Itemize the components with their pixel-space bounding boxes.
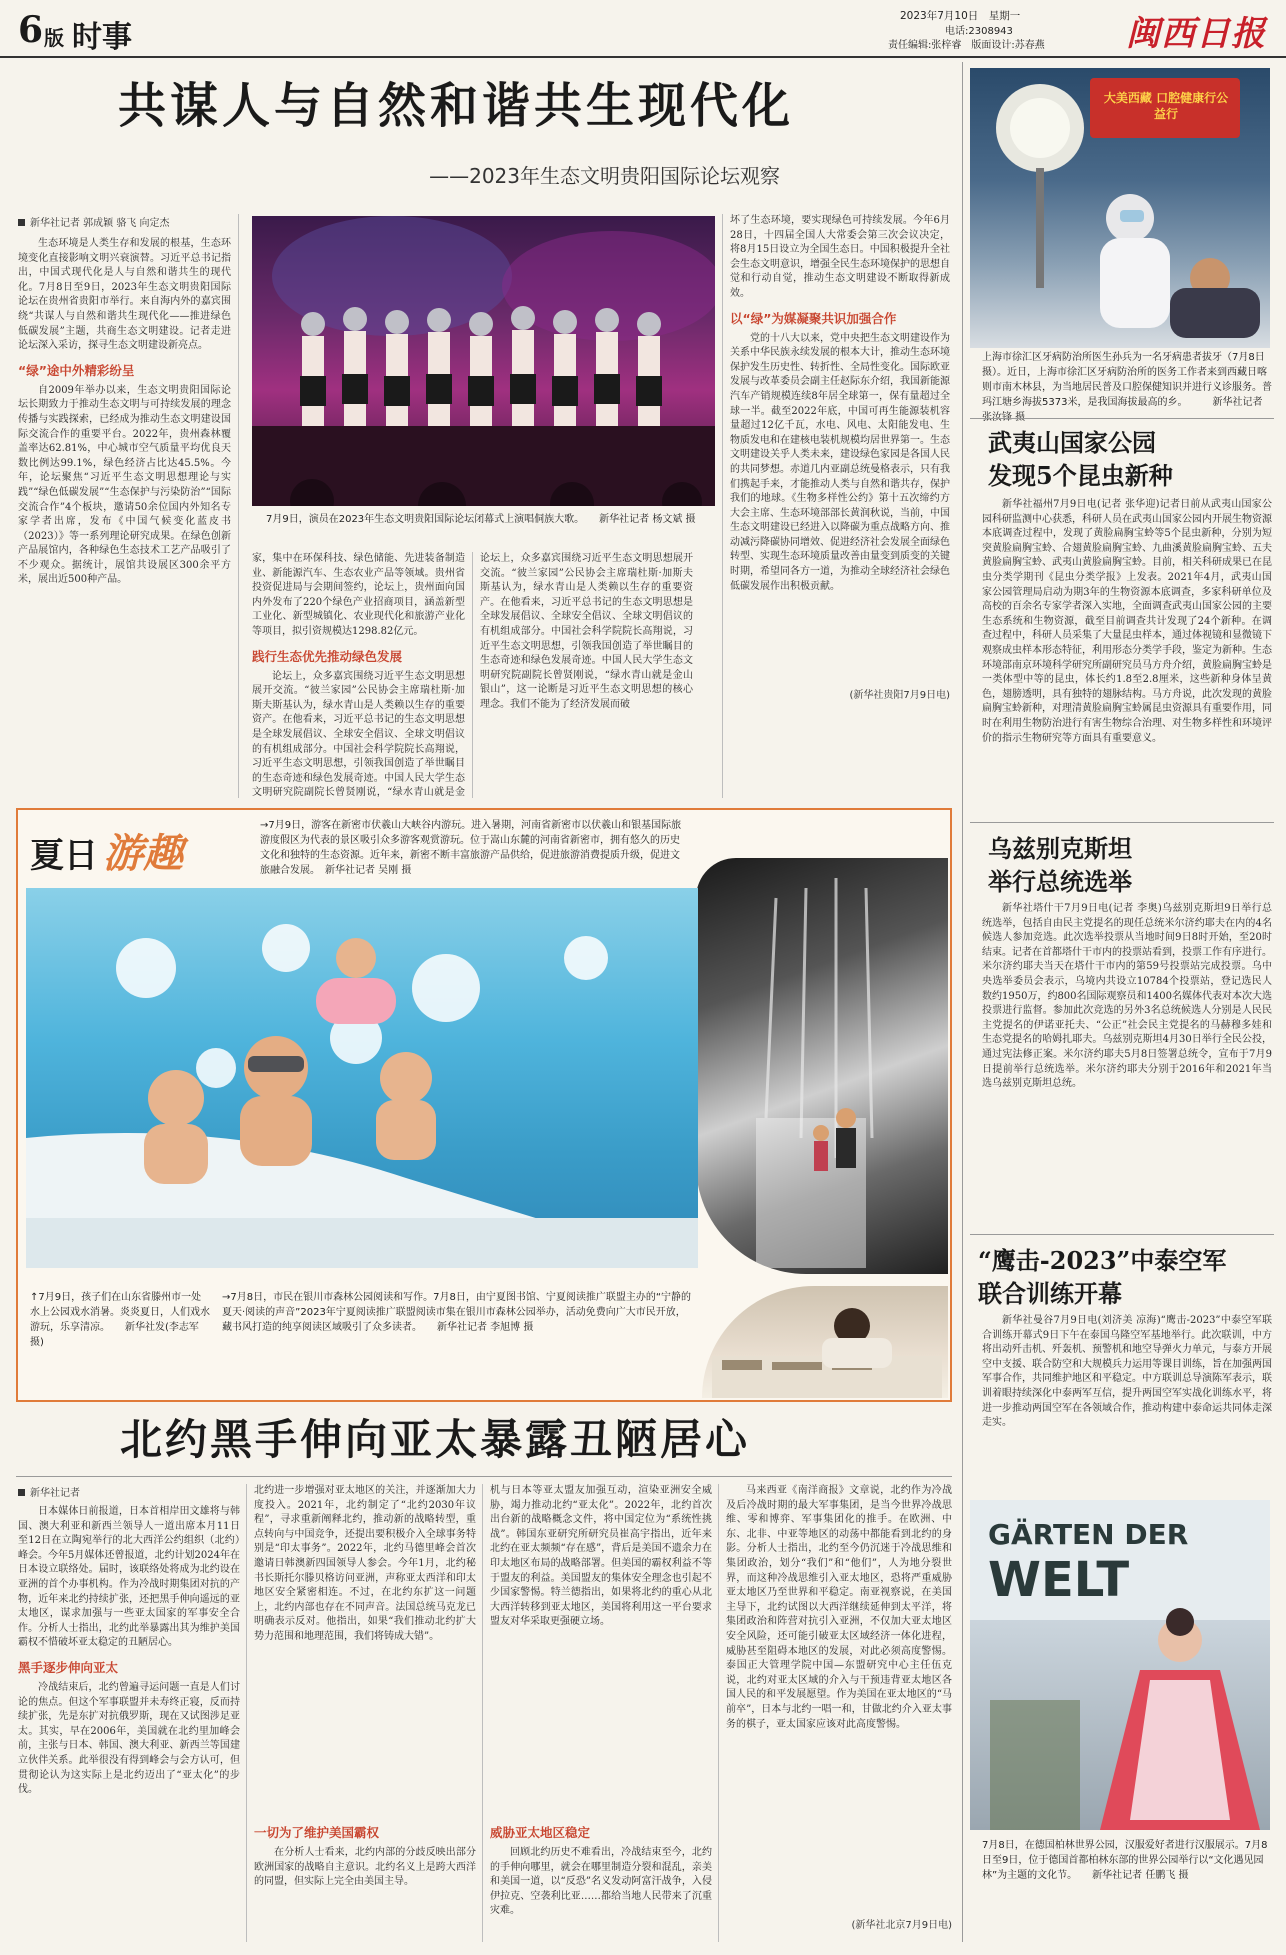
issue-date: 2023年7月10日 星期一 bbox=[900, 10, 1021, 22]
story1-body: 新华社福州7月9日电(记者 张华迎)记者日前从武夷山国家公园科研监测中心获悉，科研人员在武夷山国家公园内开展生物资源本底调查过程中，发现了黄脸扁胸宝蛉等5个昆虫新种，分别为短突黄脸扁胸宝蛉、合翅黄脸扁胸宝蛉、九曲溪黄脸扁胸宝蛉、五夫黄脸扁胸宝蛉、武夷山黄脸扁胸宝蛉。目前，相关科研成果已在昆虫分类学期刊《昆虫分类学报》上发表。2021年4月，武夷山国家公园管理局启动为期3年的生物资源本底调查，多家科研单位及高校的百余名专家学者深入实地，全面调查武夷山国家公园的主要生态系统和生物资源，截至目前调查共计发现了24个新种。在调查过程中，科研人员采集了大量昆虫样本，通过体视镜和显微镜下观察成虫样本形态特征，利用形态分类学手段，鉴定为新种。生态环境部南京环境科学研究所副研究员马方舟介绍，黄脸扁胸宝蛉是一类体型中等的昆虫，体长约1.8至2.8厘米，这些新种身体呈黄色，翅膀透明，具有独特的翅脉结构。马方舟说，此次发现的黄脸扁胸宝蛉新种，对理清黄脸扁胸宝蛉属昆虫资源具有重要作用，同时在利用生物防治进行有害生物综合治理、对生物多样性和环境评价的指示生物研究等方面具有重要意义。 bbox=[982, 499, 1272, 744]
summer-title-a: 夏日 bbox=[30, 836, 98, 876]
lead-headline: 共谋人与自然和谐共生现代化 bbox=[118, 78, 795, 134]
water-park-illustration bbox=[26, 888, 698, 1268]
stage-illustration bbox=[252, 216, 715, 506]
column-divider bbox=[482, 1484, 483, 1942]
lead-intro-text: 生态环境是人类生存和发展的根基，生态环境变化直接影响文明兴衰演替。习近平总书记指出，中国式现代化是人与自然和谐共生的现代化。7月8日至9日，2023年生态文明贵阳国际论坛在贵州省贵阳市举行。来自海内外的嘉宾围绕“共谋人与自然和谐共生现代化——推进绿色低碳发展”主题，共商生态文明建设。记者走进论坛深入采访，探寻生态文明建设新亮点。 bbox=[18, 238, 231, 352]
story2-headline-line1: 乌兹别克斯坦 bbox=[988, 834, 1132, 863]
nato-rule bbox=[16, 1476, 952, 1477]
lead-subhead-1: “绿”途中外精彩纷呈 bbox=[18, 362, 135, 378]
column-divider bbox=[722, 214, 723, 798]
summer-title bbox=[30, 822, 220, 886]
lead-col4-text-b: 党的十八大以来，党中央把生态文明建设作为关系中华民族永续发展的根本大计，推动生态环境保护发生历史性、转折性、全局性变化。国际欧亚发展与改革委员会副主任赵际东介绍，我国新能源汽车产销规模连续8年居全球第一，保有量超过全球一半。截至2022年底，中国可再生能源装机容量超过12亿千瓦，水电、风电、太阳能发电、生物质发电和在建核电装机规模均居世界第一。生态文明建设关乎人类未来，建设绿色家园是各国人民的共同梦想。赤道几内亚副总统曼格表示，只有我们携起手来，才能推动人类与自然和谐共存，保护我们的地球。《生物多样性公约》第十五次缔约方大会主席、生态环境部部长黄润秋说，当前，中国生态文明建设已经进入以降碳为重点战略方向、推动减污降碳协同增效、促进经济社会发展全面绿色转型、实现生态环境质量改善由量变到质变的关键时期，希望同各方一道，为推动全球经济社会绿色低碳发展作出积极贡献。 bbox=[730, 332, 950, 592]
nato-col3-text-b: 回顾北约历史不难看出，冷战结束至今，北约的手伸向哪里，就会在哪里制造分裂和混乱，亲美和美国一道，以“反恐”名义发动阿富汗战争，入侵伊拉克、空袭利比亚……都给当地人民带来了沉重灾难。 bbox=[490, 1847, 712, 1917]
story2-headline-line2: 举行总统选举 bbox=[988, 867, 1132, 896]
column-divider bbox=[238, 214, 239, 798]
sidebar-photo-dental-clinic bbox=[970, 68, 1270, 348]
nato-col-2 bbox=[254, 1484, 476, 1944]
lead-col2-text: 家，集中在环保科技、绿色储能、先进装备制造业、新能源汽车、生态农业产品等领域。贵州省投资促进局与会期间签约，论坛上，贵州面向国内外发布了220个绿色产业招商项目，涵盖新型工业化、新型城镇化、农业现代化和旅游产业化等项目，拟引资规模达1298.82亿元。 bbox=[252, 553, 465, 637]
story2-body: 新华社塔什干7月9日电(记者 李奥)乌兹别克斯坦9日举行总统选举，包括自由民主党提名的现任总统米尔济约耶夫在内的4名候选人参加竞选。此次选举投票从当地时间9日8时开始，至20时结束。记者在首都塔什干市内的投票站看到，投票工作有序进行。米尔济约耶夫当天在塔什干市内的第59号投票站完成投票。乌中央选举委员会表示，乌境内共设立10784个投票站，登记选民人数约1950万，约800名国际观察员和1400名媒体代表对本次大选投票进行监督。参加此次竞选的另外3名总统候选人分别是人民民主党提名的伊诺亚托夫、“公正”社会民主党提名的马赫穆多娃和生态党提名的哈姆扎耶夫。乌兹别克斯坦4月30日举行全民公投，通过宪法修正案。米尔济约耶夫5月8日签署总统令，宣布于7月9日提前举行总统选举。米尔济约耶夫分别于2016年和2021年当选乌兹别克斯坦总统。 bbox=[982, 903, 1272, 1090]
page-number: 6 bbox=[18, 9, 44, 51]
lead-photo-stage-performance bbox=[252, 216, 715, 506]
summer-title-b: 游趣 bbox=[103, 830, 184, 877]
nato-col2-text-b: 在分析人士看来，北约内部的分歧反映出部分欧洲国家的战略自主意识。北约名义上是跨大西洋的同盟，但实际上完全由美国主导。 bbox=[254, 1847, 476, 1888]
nato-subhead-3: 威胁亚太地区稳定 bbox=[490, 1825, 591, 1840]
lead-subhead-2: 践行生态优先推动绿色发展 bbox=[252, 648, 403, 664]
sidebar-photo2-caption: 7月8日，在德国柏林世界公园，汉服爱好者进行汉服展示。7月8日至9日，位于德国首都柏林东部的世界公园举行以“文化遇见园林”为主题的文化节。 新华社记者 任鹏飞 摄 bbox=[982, 1840, 1268, 1881]
lead-subhead-3: 以“绿”为媒凝聚共识加强合作 bbox=[730, 310, 897, 326]
sidebar-photo-hanfu bbox=[970, 1500, 1270, 1830]
story2-headline bbox=[988, 832, 1268, 898]
summer-left-caption: ↑7月9日，孩子们在山东省滕州市一处水上公园戏水消暑。炎炎夏日，人们戏水游玩，乐享清凉。 新华社发(李志军摄) bbox=[30, 1292, 210, 1348]
newspaper-logo: 闽西日报 bbox=[1126, 14, 1266, 54]
section-title: 时事 bbox=[72, 20, 132, 55]
story1-headline-line2: 发现5个昆虫新种 bbox=[988, 461, 1173, 490]
nato-col-4 bbox=[726, 1484, 952, 1944]
lead-photo-caption: 7月9日，演员在2023年生态文明贵阳国际论坛闭幕式上演唱侗族大歌。 新华社记者 杨文斌 摄 bbox=[266, 514, 696, 525]
nato-subhead-2: 一切为了维护美国霸权 bbox=[254, 1825, 380, 1840]
sidebar-photo1-caption: 上海市徐汇区牙病防治所医生孙兵为一名牙病患者拔牙（7月8日摄）。近日，上海市徐汇区牙病防治所的医务工作者来到西藏日喀则市南木林县，为当地居民普及口腔保健知识并进行义诊服务。普玛江塘乡海拔5373米，是我国海拔最高的乡。 新华社记者 bbox=[982, 352, 1272, 408]
hanfu-sign-line2: WELT bbox=[988, 1552, 1130, 1608]
lead-col4-text: 坏了生态环境，要实现绿色可持续发展。今年6月28日，十四届全国人大常委会第三次会议决定，将8月15日设立为全国生态日。中国积极提升全社会生态文明意识，增强全民生态环境保护的思想自觉和行动自觉，推动生态文明建设不断取得新成效。 bbox=[730, 215, 950, 299]
nato-subhead-1: 黑手逐步伸向亚太 bbox=[18, 1659, 119, 1675]
nato-col1-text: 日本媒体日前报道，日本首相岸田文雄将与韩国、澳大利亚和新西兰领导人一道出席本月11日至12日在立陶宛举行的北大西洋公约组织（北约）峰会。今年5月媒体还曾报道，北约计划2024年在日本设立联络处。届时，该联络处将成为北约设在亚洲的首个办事机构。作为冷战时期集团对抗的产物，近年来北约持续扩张，还把黑手伸向遥远的亚太地区，谋求加强与一些亚太国家的军事安全合作。分析人士指出，北约此举暴露出其为维护美国霸权不惜破坏亚太稳定的丑陋居心。 bbox=[18, 1506, 240, 1649]
column-divider bbox=[246, 1484, 247, 1942]
nato-col2-text: 北约进一步增强对亚太地区的关注，并逐渐加大力度投入。2021年，北约制定了“北约2030年议程”，寻求重新阐释北约，推动新的战略转型，重点转向与中国竞争，还提出要积极介入全球事务特别是“印太事务”。2022年，北约马德里峰会首次邀请日韩澳新四国领导人参会。今年1月，北约秘书长斯托尔滕贝格访问亚洲，声称亚太西洋和印太地区安全紧密相连。不过，在北约东扩这一问题上，北约内部也存在不同声音。法国总统马克龙已明确表示反对。他指出，如果“我们推动北约扩大势力范围和地理范围，我们将铸成大错”。 bbox=[254, 1485, 476, 1642]
nato-col-3 bbox=[490, 1484, 712, 1944]
column-divider bbox=[472, 552, 473, 798]
page-unit: 版 bbox=[44, 26, 64, 50]
summer-top-caption: →7月9日，游客在新密市伏羲山大峡谷内游玩。进入暑期，河南省新密市以伏羲山和银基国际旅游度假区为代表的景区吸引众多游客观赏游玩。位于嵩山东麓的河南省新密市，拥有悠久的历史文化和独特的生态资源。近年来，新密不断丰富旅游产品供给，促进旅游消费提质升级，促进文旅融合发展。 新华社记者 吴刚 摄 bbox=[260, 820, 682, 876]
lead-subtitle: ——2023年生态文明贵阳国际论坛观察 bbox=[429, 164, 780, 188]
story3-body: 新华社曼谷7月9日电(刘济美 凉海)“鹰击-2023”中泰空军联合训练开幕式9日下午在泰国乌隆空军基地举行。此次联训，中方将出动歼击机、歼轰机、预警机和地空导弹火力单元，与泰方开展空中支援、联合防空和大规模兵力运用等课目训练，旨在加强两国军事合作，共同维护地区和平稳定。中方联训总导演陈军表示，联训着眼持续深化中泰两军互信，提升两国空军实战化训练水平，将进一步推动两国空军在各领域合作，推动构建中泰命运共同体走深走实。 bbox=[982, 1315, 1272, 1429]
nato-headline: 北约黑手伸向亚太暴露丑陋居心 bbox=[120, 1415, 751, 1464]
nato-byline: 新华社记者 bbox=[18, 1484, 240, 1499]
lead-col-4 bbox=[730, 214, 950, 798]
lead-col3-continued: 论坛上，众多嘉宾围绕习近平生态文明思想展开交流。“彼兰家园”公民协会主席瑞杜斯·加斯夫斯基认为，绿水青山是人类赖以生存的重要资产。在他看来，习近平总书记的生态文明思想是全球发展倡议、全球安全倡议、全球文明倡议的有机组成部分。中国社会科学院院长高翔说，习近平生态文明思想，引领我国创造了举世瞩目的生态奇迹和绿色发展奇迹。中国人民大学生态文明研究院副院长曾贤刚说，“绿水青山就是金山银山”，这一论断是习近平生态文明思想的核心理念。我们不能为了经济发展而破 bbox=[480, 553, 693, 710]
lead-col2-text-b: 论坛上，众多嘉宾围绕习近平生态文明思想展开交流。“彼兰家园”公民协会主席瑞杜斯·加斯夫斯基认为，绿水青山是人类赖以生存的重要资产。在他看来，习近平总书记的生态文明思想是全球发展倡议、全球安全倡议、全球文明倡议的有机组成部分。中国社会科学院院长高翔说，习近平生态文明思想，引领我国创造了举世瞩目的生态奇迹和绿色发展奇迹。中国人民大学生态文明研究院副院长曾贤刚说，“绿水青山就是金 bbox=[252, 670, 465, 798]
nato-col1-text-b: 冷战结束后，北约曾遍寻运问题一直是人们讨论的焦点。但这个军事联盟并未寿终正寝，反而持续扩张，先是东扩对抗俄罗斯，现在又试图涉足亚太。其实，早在2006年，美国就在北约里加峰会前，主张与日本、韩国、澳大利亚、新西兰等国建立伙伴关系。此举很没有得到峰会与会方认可，但贯彻论认为这实际上是北约迈出了“亚太化”的步伐。 bbox=[18, 1681, 240, 1796]
waterfall-illustration bbox=[696, 858, 948, 1274]
editor-credits: 责任编辑:张梓睿 版面设计:苏春燕 bbox=[888, 40, 1045, 51]
sidebar-divider bbox=[962, 62, 963, 1942]
lead-col-3 bbox=[480, 552, 693, 798]
summer-photo-waterfall bbox=[696, 858, 948, 1274]
story1-headline bbox=[988, 426, 1268, 492]
masthead bbox=[0, 0, 1286, 62]
nato-col-1 bbox=[18, 1484, 240, 1944]
summer-photo-water-park bbox=[26, 888, 698, 1268]
dental-sign-text: 大美西藏 口腔健康行公益行 bbox=[1103, 91, 1229, 121]
story3-headline bbox=[978, 1244, 1274, 1310]
story3-headline-line2: 联合训练开幕 bbox=[978, 1279, 1122, 1308]
lead-col-2 bbox=[252, 552, 465, 798]
children-figures bbox=[144, 938, 436, 1184]
sidebar-rule bbox=[970, 822, 1274, 823]
nato-col3-text: 机与日本等亚太盟友加强互动，渲染亚洲安全威胁，竭力推动北约“亚太化”。2022年，北约首次出台新的战略概念文件，将中国定位为“系统性挑战”。韩国东亚研究所研究员崔高宇指出，近年来北约在亚太频频“存在感”，背后是美国不遗余力在印太地区布局的战略部署。但美国的霸权利益不等于盟友的利益。美国盟友的集体安全理念也引起不少国家警惕。特兰德指出，如果将北约的重心从北大西洋转移到亚太地区，美国将利用这一平台要求盟友对华采取更强硬立场。 bbox=[490, 1485, 712, 1628]
lead-col1-text: 自2009年举办以来，生态文明贵阳国际论坛长期致力于推动生态文明与可持续发展的理念传播与实践探索，已经成为推动生态文明建设国际交流合作的重要平台。2022年，贵州森林覆盖率达62.81%，中心城市空气质量平均优良天数比例达99.1%，绿色经济占比达45.5%。今年，论坛聚焦“习近平生态文明思想理论与实践”“绿色低碳发展”“生态保护与污染防治”“国际交流合作”4个板块，邀请50余位国内外知名专家学者出席，发布《中国气候变化蓝皮书（2023）》等一系列理论研究成果。在绿色创新产品展馆内，各种绿色生态技术工艺产品吸引了不少观众。据统计，展馆共设展区300余平方米，展出近500种产品。 bbox=[18, 384, 231, 586]
lead-col-1 bbox=[18, 214, 231, 798]
lead-byline: 新华社记者 郭成颖 骆飞 向定杰 bbox=[18, 214, 231, 229]
column-divider bbox=[718, 1484, 719, 1942]
hanfu-sign-line1: GÄRTEN DER bbox=[988, 1518, 1189, 1551]
lead-dateline: (新华社贵阳7月9日电) bbox=[849, 689, 950, 701]
nato-col4-text: 马来西亚《南洋商报》文章说，北约作为冷战及后冷战时期的最大军事集团，是当今世界冷战思维、零和博弈、军事集团化的推手。在欧洲、中东、北非、中亚等地区的动荡中都能看到北约的身影。分析人士指出，北约至今仍沉迷于冷战思维和集团政治，划分“我们”和“他们”，人为地分裂世界，而这种冷战思维引入亚太地区，恐将严重威胁亚太地区乃至世界和平稳定。南亚视察说，在美国主导下，北约试图以大西洋继续延伸到太平洋，将集团政治和阵营对抗引入亚洲，不仅加大亚太地区安全风险，还可能引破亚太区域经济一体化进程，威胁甚至阻碍本地区的发展，对此必须高度警惕。泰国正大管理学院中国—东盟研究中心主任伍克说，北约对亚太区域的介入与干预违背亚太地区各国人民的和平发展愿望。作为美国在亚太地区的“马前卒”，日本与北约一唱一和，甘做北约介入亚太事务的棋子，亚太国家应该对此高度警惕。 bbox=[726, 1485, 952, 1730]
sidebar-rule bbox=[970, 418, 1274, 419]
summer-right-caption: →7月8日，市民在银川市森林公园阅读和写作。7月8日，由宁夏图书馆、宁夏阅读推广联盟主办的“宁静的夏天·阅读的声音”2023年宁夏阅读推广联盟阅读市集在银川市森林公园举办，活动免费向广大市民开放，藏书风打造的纯享阅读区域吸引了众多读者。 新华社记者 李旭博 摄 bbox=[222, 1292, 692, 1333]
sidebar-rule bbox=[970, 1234, 1274, 1235]
masthead-rule bbox=[0, 56, 1286, 58]
story3-headline-line1: “鹰击-2023”中泰空军 bbox=[978, 1246, 1227, 1275]
phone: 电话:2308943 bbox=[945, 26, 1013, 37]
story1-headline-line1: 武夷山国家公园 bbox=[988, 428, 1156, 457]
nato-dateline: (新华社北京7月9日电) bbox=[851, 1920, 952, 1931]
